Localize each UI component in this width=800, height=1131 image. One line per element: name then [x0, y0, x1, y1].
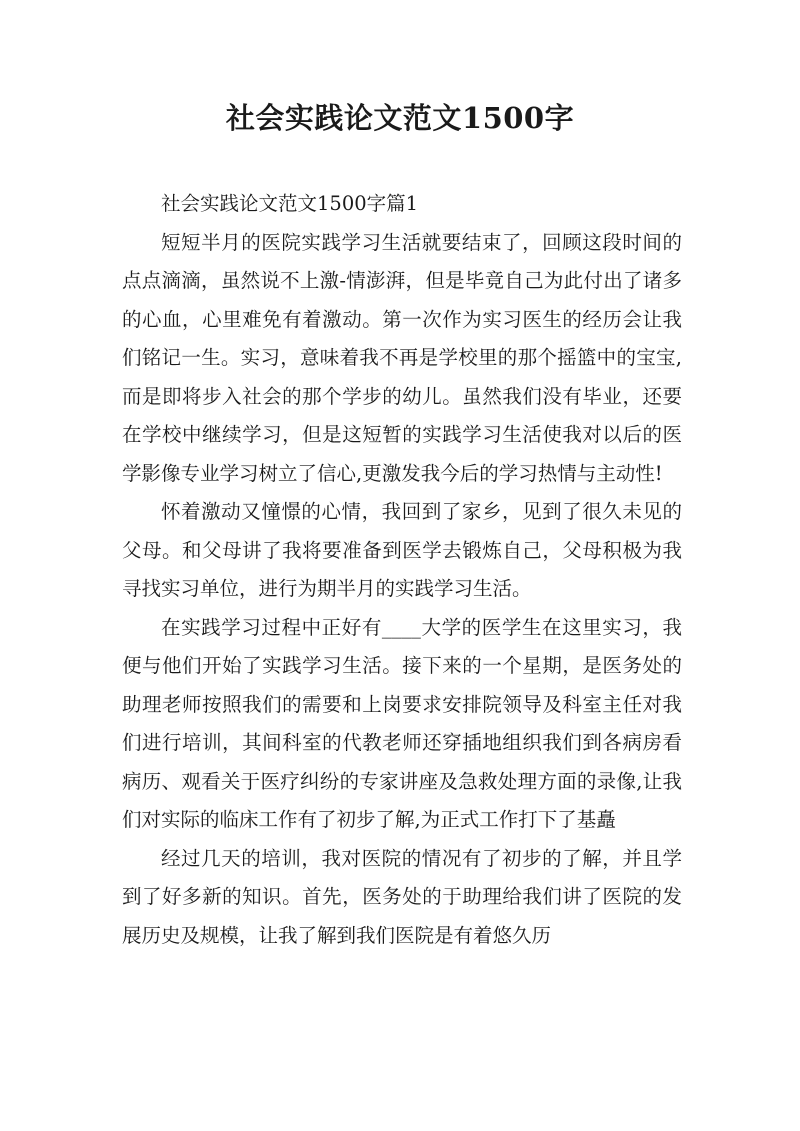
article-body	[122, 185, 682, 955]
page-title: 社会实践论文范文1500字	[225, 101, 575, 135]
paragraph-4: 经过几天的培训，我对医院的情况有了初步的了解，并且学到了好多新的知识。首先，医务处的于助理给我们讲了医院的发展历史及规模，让我了解到我们医院是有着悠久历	[122, 846, 682, 947]
section-heading: 社会实践论文范文1500字篇1	[161, 192, 419, 215]
paragraph-1: 短短半月的医院实践学习生活就要结束了，回顾这段时间的点点滴滴，虽然说不上激-情澎湃，但是毕竟自己为此付出了诸多的心血，心里难免有着激动。第一次作为实习医生的经历会让我们铭记一生。实习，意味着我不再是学校里的那个摇篮中的宝宝,而是即将步入社会的那个学步的幼儿。虽然我们没有毕业，还要在学校中继续学习，但是这短暂的实践学习生活使我对以后的医学影像专业学习树立了信心,更激发我今后的学习热情与主动性!	[122, 230, 682, 485]
paragraph-2: 怀着激动又憧憬的心情，我回到了家乡，见到了很久未见的父母。和父母讲了我将要准备到医学去锻炼自己，父母积极为我寻找实习单位，进行为期半月的实践学习生活。	[122, 500, 682, 600]
paragraph-3: 在实践学习过程中正好有____大学的医学生在这里实习，我便与他们开始了实践学习生活。接下来的一个星期，是医务处的助理老师按照我们的需要和上岗要求安排院领导及科室主任对我们进行培训，其间科室的代教老师还穿插地组织我们到各病房看病历、观看关于医疗纠纷的专家讲座及急救处理方面的录像,让我们对实际的临床工作有了初步了解,为正式工作打下了基矗	[122, 615, 682, 831]
